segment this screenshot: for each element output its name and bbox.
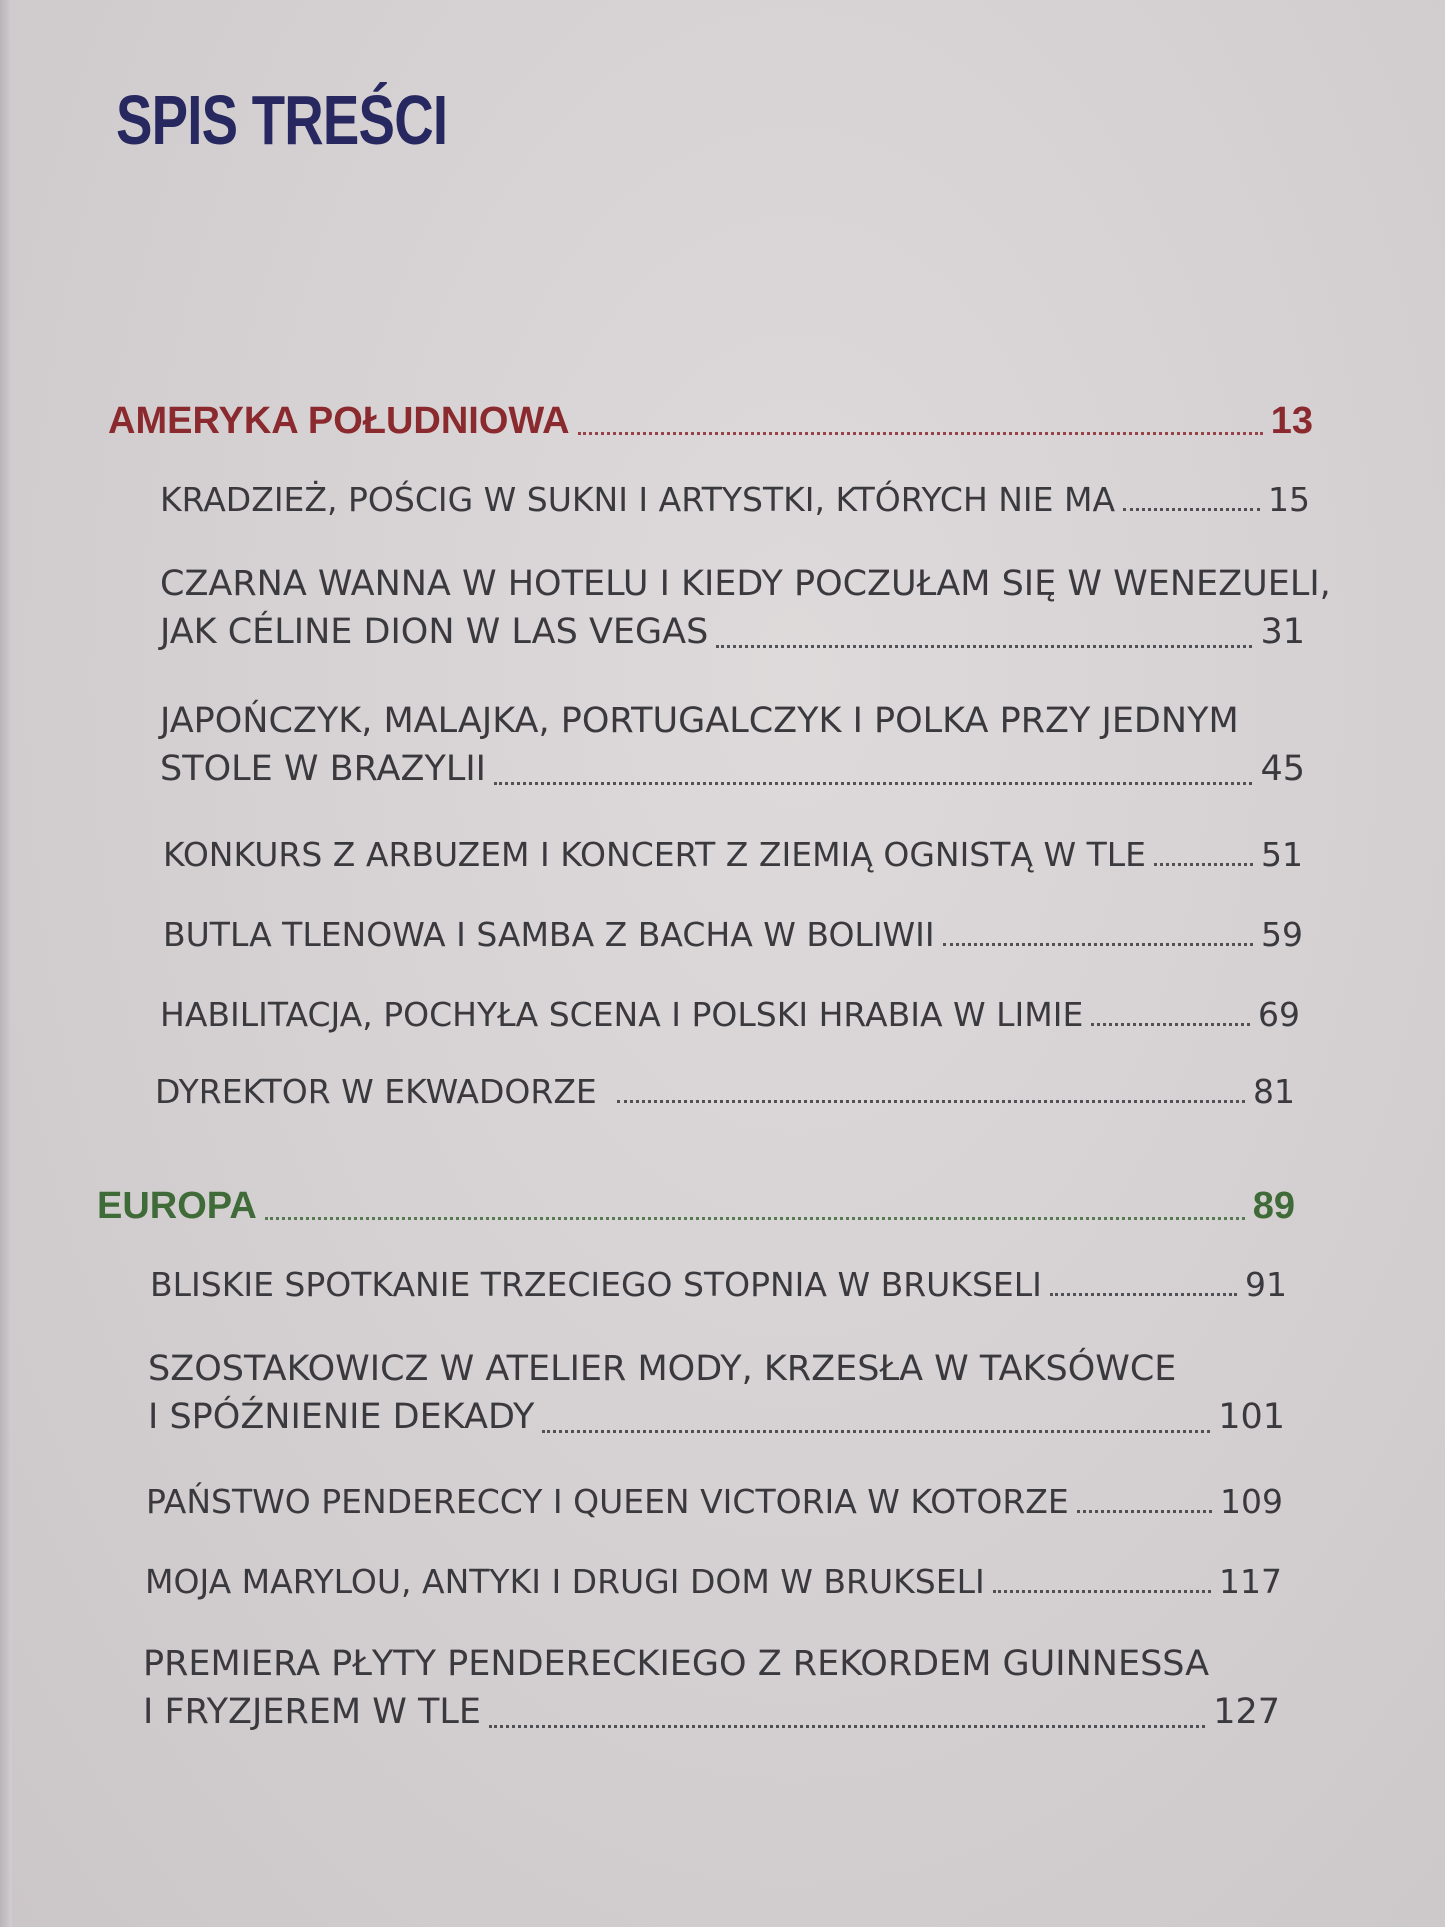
- entry-title-line-2: STOLE W BRAZYLII: [160, 749, 486, 789]
- dot-leader: [993, 1590, 1211, 1593]
- entry-title-line-1: JAPOŃCZYK, MALAJKA, PORTUGALCZYK I POLKA PRZY JEDNYM: [160, 701, 1239, 741]
- entry-title-line-2: I FRYZJEREM W TLE: [143, 1692, 481, 1732]
- entry-title: PAŃSTWO PENDERECCY I QUEEN VICTORIA W KOTORZE: [146, 1482, 1069, 1521]
- toc-entry: [160, 697, 1305, 793]
- dot-leader: [265, 1217, 1245, 1220]
- entry-page-number: 51: [1261, 835, 1303, 874]
- entry-title: KRADZIEŻ, POŚCIG W SUKNI I ARTYSTKI, KTÓRYCH NIE MA: [160, 480, 1116, 519]
- toc-entry: [163, 915, 1303, 954]
- toc-entry: [143, 1640, 1280, 1736]
- section-ameryka-poludniowa: [108, 400, 1313, 443]
- entry-title-line-2: I SPÓŹNIENIE DEKADY: [148, 1397, 535, 1437]
- entry-page-number: 127: [1213, 1692, 1280, 1732]
- entry-page-number: 101: [1218, 1397, 1285, 1437]
- dot-leader: [578, 432, 1263, 435]
- dot-leader: [1091, 1023, 1250, 1026]
- toc-entry: [145, 1562, 1282, 1601]
- dot-leader: [542, 1430, 1210, 1433]
- dot-leader: [489, 1725, 1205, 1728]
- toc-entry: [163, 835, 1303, 874]
- section-europa: [97, 1185, 1295, 1228]
- toc-entry: [160, 560, 1331, 656]
- entry-page-number: 81: [1253, 1072, 1295, 1111]
- dot-leader: [1123, 508, 1260, 511]
- entry-page-number: 117: [1219, 1562, 1282, 1601]
- entry-page-number: 69: [1258, 995, 1300, 1034]
- section-label: AMERYKA POŁUDNIOWA: [108, 400, 570, 442]
- entry-title: DYREKTOR W EKWADORZE: [155, 1072, 597, 1111]
- dot-leader: [943, 943, 1253, 946]
- entry-title: KONKURS Z ARBUZEM I KONCERT Z ZIEMIĄ OGNISTĄ W TLE: [163, 835, 1146, 874]
- entry-title: MOJA MARYLOU, ANTYKI I DRUGI DOM W BRUKSELI: [145, 1562, 985, 1601]
- toc-entry: [160, 480, 1310, 519]
- toc-entry: [155, 1072, 1295, 1111]
- section-label: EUROPA: [97, 1185, 257, 1227]
- dot-leader: [1077, 1510, 1212, 1513]
- dot-leader: [617, 1100, 1245, 1103]
- entry-title-line-2: JAK CÉLINE DION W LAS VEGAS: [160, 612, 709, 652]
- dot-leader: [716, 645, 1252, 648]
- toc-entry: [146, 1482, 1283, 1521]
- entry-title: HABILITACJA, POCHYŁA SCENA I POLSKI HRABIA W LIMIE: [160, 995, 1084, 1034]
- toc-entry: [148, 1345, 1285, 1441]
- dot-leader: [1050, 1293, 1237, 1296]
- entry-page-number: 45: [1260, 749, 1305, 789]
- toc-entry: [150, 1265, 1287, 1304]
- toc-entry: [160, 995, 1300, 1034]
- dot-leader: [1154, 863, 1253, 866]
- entry-page-number: 109: [1220, 1482, 1283, 1521]
- section-page-number: 13: [1270, 400, 1313, 442]
- page-title: SPIS TREŚCI: [116, 81, 448, 159]
- entry-title: BUTLA TLENOWA I SAMBA Z BACHA W BOLIWII: [163, 915, 935, 954]
- entry-page-number: 59: [1261, 915, 1303, 954]
- entry-page-number: 15: [1268, 480, 1310, 519]
- page-edge: [0, 0, 12, 1927]
- dot-leader: [494, 782, 1252, 785]
- entry-title-line-1: PREMIERA PŁYTY PENDERECKIEGO Z REKORDEM GUINNESSA: [143, 1644, 1210, 1684]
- entry-title: BLISKIE SPOTKANIE TRZECIEGO STOPNIA W BRUKSELI: [150, 1265, 1042, 1304]
- entry-page-number: 31: [1260, 612, 1305, 652]
- section-page-number: 89: [1252, 1185, 1295, 1227]
- entry-page-number: 91: [1245, 1265, 1287, 1304]
- entry-title-line-1: SZOSTAKOWICZ W ATELIER MODY, KRZESŁA W TAKSÓWCE: [148, 1349, 1177, 1389]
- entry-title-line-1: CZARNA WANNA W HOTELU I KIEDY POCZUŁAM SIĘ W WENEZUELI,: [160, 564, 1331, 604]
